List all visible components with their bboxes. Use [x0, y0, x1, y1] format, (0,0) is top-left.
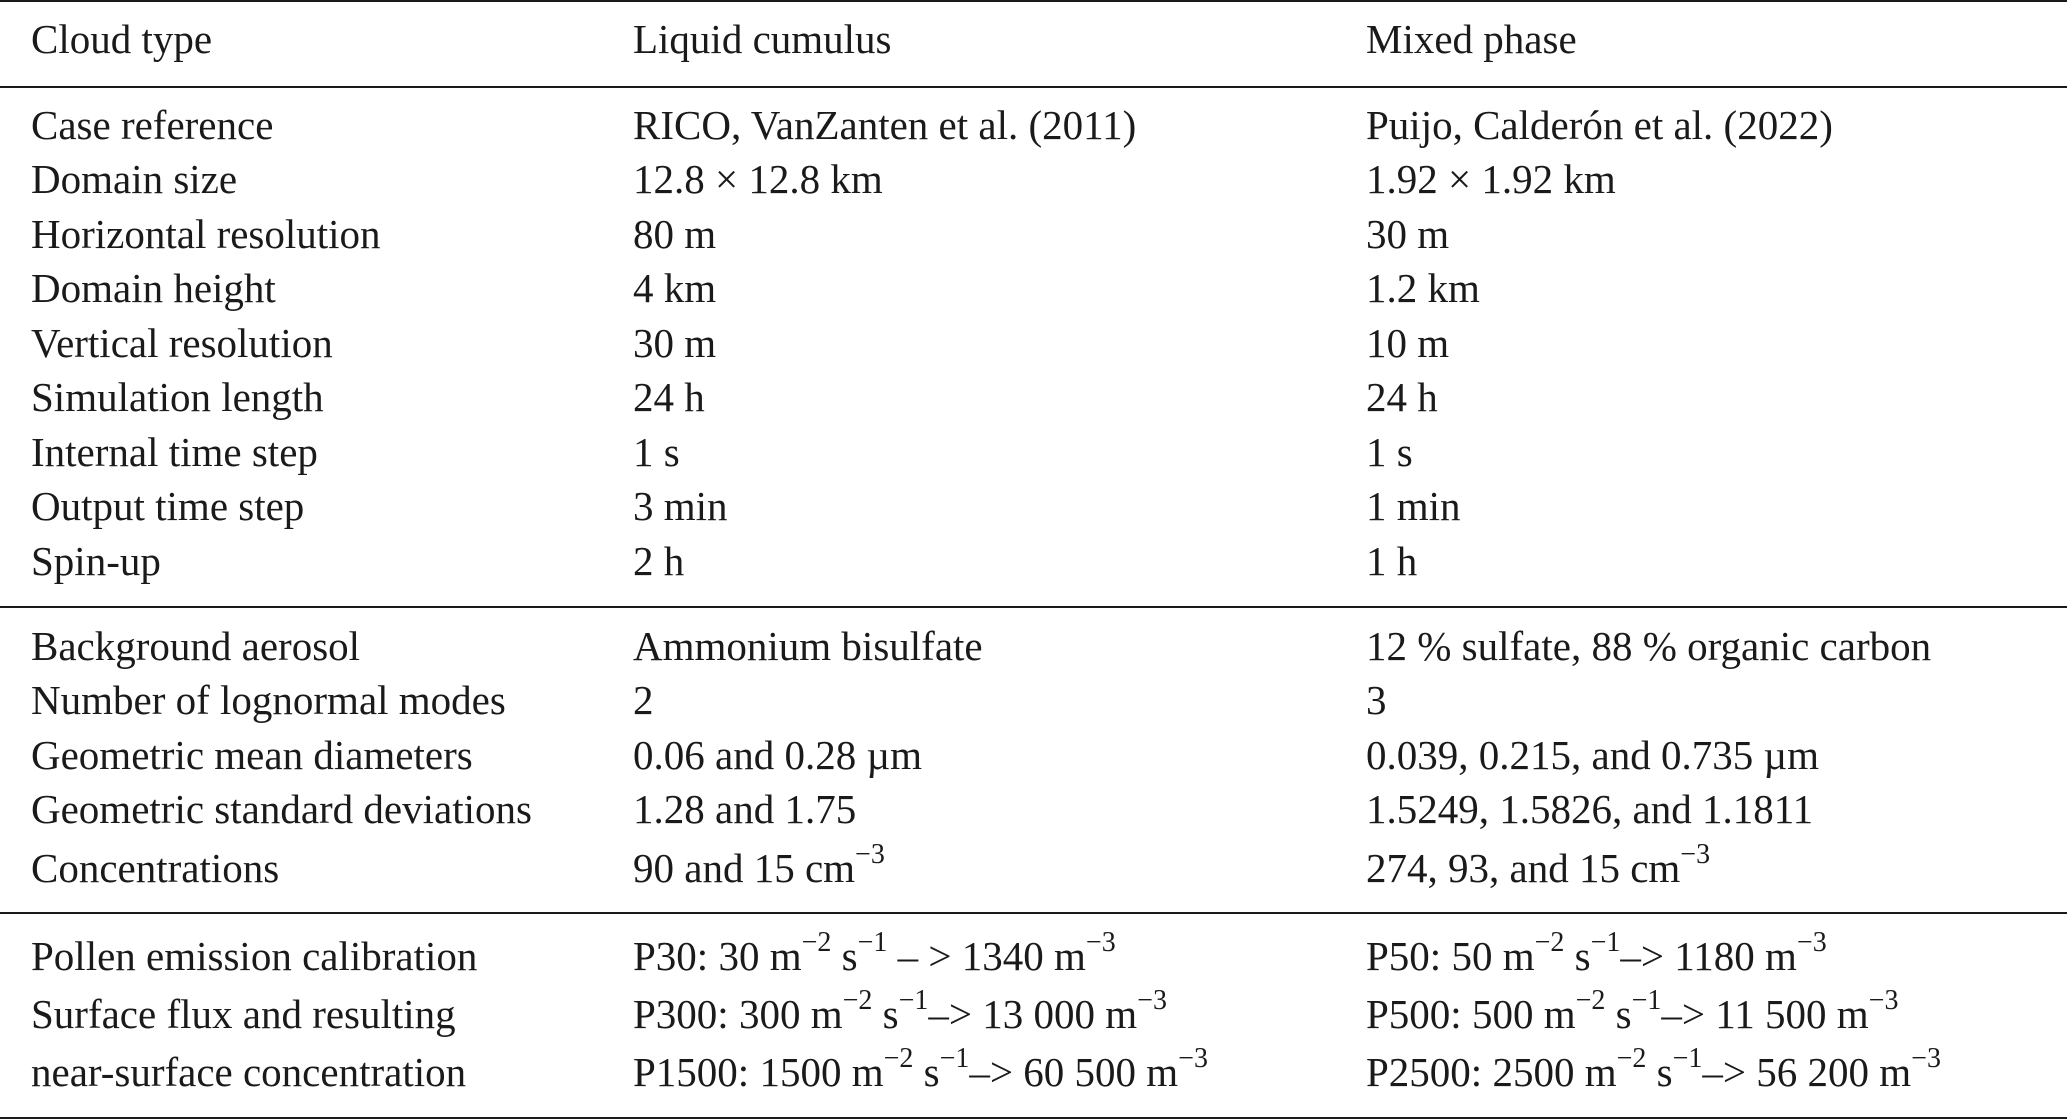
row-label: Case reference [31, 102, 274, 148]
row-label: Pollen emission calibration [31, 933, 478, 979]
row-liquid-value: 1 s [633, 429, 680, 475]
exponent: −3 [1868, 985, 1899, 1017]
row-liquid-value: 24 h [633, 374, 705, 420]
row-label: near-surface concentration [31, 1049, 467, 1095]
exponent: −1 [1590, 927, 1621, 959]
row-liquid-value [633, 929, 1116, 984]
row-liquid-value: 4 km [633, 265, 717, 311]
row-liquid-value: 12.8 × 12.8 km [633, 156, 883, 202]
value-text: P500: 500 m [1366, 991, 1576, 1037]
row-liquid-value: 1.28 and 1.75 [633, 786, 857, 832]
row-mixed-value [1366, 987, 1898, 1042]
value-text: –> 1180 m [1620, 933, 1797, 979]
row-label: Background aerosol [31, 623, 361, 669]
row-label: Horizontal resolution [31, 211, 381, 257]
row-liquid-value: Ammonium bisulfate [633, 623, 983, 669]
row-mixed-value: 1 h [1366, 538, 1418, 584]
exponent: −3 [1137, 985, 1167, 1017]
row-label: Output time step [31, 483, 305, 529]
row-label: Surface flux and resulting [31, 991, 456, 1037]
row-liquid-value: 80 m [633, 211, 717, 257]
value-text: –> 60 500 m [969, 1049, 1179, 1095]
row-mixed-value [1366, 929, 1827, 984]
value-text: –> 11 500 m [1661, 991, 1869, 1037]
row-mixed-value: 24 h [1366, 374, 1438, 420]
exponent: −1 [1672, 1043, 1703, 1075]
header-cloud-type: Cloud type [31, 16, 213, 62]
row-label: Simulation length [31, 374, 324, 420]
exponent: −2 [801, 927, 832, 959]
header-liquid-cumulus: Liquid cumulus [633, 16, 892, 62]
row-mixed-value: 1.2 km [1366, 265, 1480, 311]
exponent: −3 [1911, 1043, 1941, 1075]
row-liquid-value [633, 841, 885, 896]
exponent: −2 [1575, 985, 1606, 1017]
value-text: –> 56 200 m [1702, 1049, 1912, 1095]
row-mixed-value: 1 s [1366, 429, 1413, 475]
row-label: Vertical resolution [31, 320, 333, 366]
value-text: s [1564, 933, 1591, 979]
exponent: −2 [1534, 927, 1565, 959]
row-label: Geometric standard deviations [31, 786, 532, 832]
exponent: −3 [1085, 927, 1116, 959]
header-rule [0, 86, 2067, 88]
row-liquid-value [633, 1045, 1208, 1100]
row-mixed-value: 10 m [1366, 320, 1450, 366]
row-liquid-value: 0.06 and 0.28 µm [633, 732, 922, 778]
value-text: P2500: 2500 m [1366, 1049, 1617, 1095]
row-label: Domain size [31, 156, 238, 202]
row-liquid-value: 2 h [633, 538, 685, 584]
row-liquid-value: RICO, VanZanten et al. (2011) [633, 102, 1137, 148]
exponent: −1 [1631, 985, 1662, 1017]
row-mixed-value: 1.5249, 1.5826, and 1.1811 [1366, 786, 1814, 832]
row-mixed-value [1366, 841, 1710, 896]
row-label: Internal time step [31, 429, 318, 475]
row-label: Geometric mean diameters [31, 732, 473, 778]
exponent: −3 [855, 839, 885, 871]
row-mixed-value: 3 [1366, 677, 1387, 723]
exponent: −3 [1680, 839, 1711, 871]
row-liquid-value: 2 [633, 677, 654, 723]
row-label: Spin-up [31, 538, 161, 584]
exponent: −3 [1178, 1043, 1208, 1075]
row-liquid-value: 3 min [633, 483, 728, 529]
exponent: −3 [1796, 927, 1827, 959]
value-text: P50: 50 m [1366, 933, 1535, 979]
value-text: s [831, 933, 858, 979]
value-text: –> 13 000 m [928, 991, 1138, 1037]
row-mixed-value: 0.039, 0.215, and 0.735 µm [1366, 732, 1819, 778]
value-text: P300: 300 m [633, 991, 843, 1037]
value-text: 274, 93, and 15 cm [1366, 845, 1681, 891]
exponent: −2 [883, 1043, 914, 1075]
row-label: Number of lognormal modes [31, 677, 506, 723]
exponent: −1 [939, 1043, 970, 1075]
value-text: 90 and 15 cm [633, 845, 856, 891]
value-text: s [1605, 991, 1632, 1037]
exponent: −1 [898, 985, 929, 1017]
value-text: s [872, 991, 899, 1037]
exponent: −2 [1616, 1043, 1647, 1075]
table-bottom-rule [0, 1117, 2067, 1119]
section-rule [0, 912, 2067, 914]
value-text: s [1646, 1049, 1673, 1095]
row-mixed-value: 1.92 × 1.92 km [1366, 156, 1616, 202]
row-mixed-value [1366, 1045, 1941, 1100]
row-label: Domain height [31, 265, 276, 311]
exponent: −2 [842, 985, 873, 1017]
exponent: −1 [857, 927, 888, 959]
value-text: s [913, 1049, 940, 1095]
value-text: P1500: 1500 m [633, 1049, 884, 1095]
row-mixed-value: 12 % sulfate, 88 % organic carbon [1366, 623, 1932, 669]
row-liquid-value [633, 987, 1167, 1042]
row-mixed-value: 1 min [1366, 483, 1461, 529]
row-mixed-value: 30 m [1366, 211, 1450, 257]
section-rule [0, 606, 2067, 608]
row-label: Concentrations [31, 845, 280, 891]
value-text: P30: 30 m [633, 933, 802, 979]
table-top-rule [0, 0, 2067, 2]
row-liquid-value: 30 m [633, 320, 717, 366]
row-mixed-value: Puijo, Calderón et al. (2022) [1366, 102, 1833, 148]
header-mixed-phase: Mixed phase [1366, 16, 1577, 62]
value-text: – > 1340 m [887, 933, 1086, 979]
